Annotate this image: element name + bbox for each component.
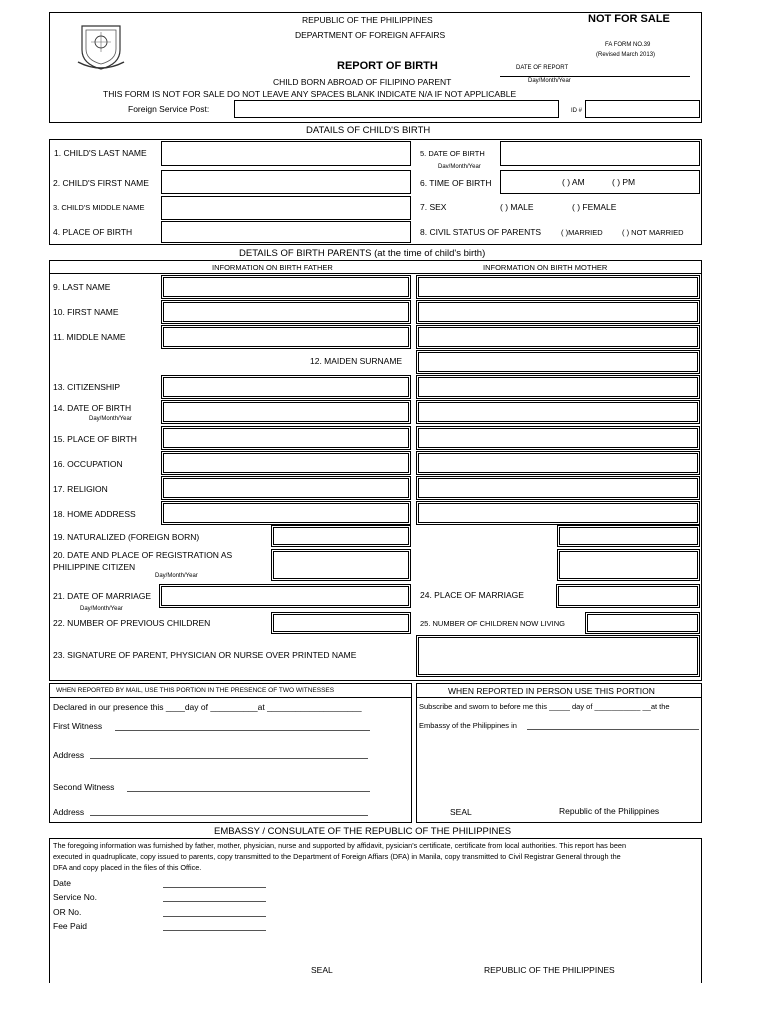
- form-title: REPORT OF BIRTH: [337, 60, 438, 72]
- mother-dob-field[interactable]: [416, 400, 700, 424]
- revised-date: (Revised March 2013): [596, 52, 656, 58]
- civil-status-label: 8. CIVIL STATUS OF PARENTS: [420, 227, 542, 237]
- father-header: INFORMATION ON BIRTH FATHER: [212, 263, 333, 272]
- registration-label-2: PHILIPPINE CITIZEN: [53, 562, 136, 572]
- female-option[interactable]: ( ) FEMALE: [572, 202, 617, 212]
- child-first-name-label: 2. CHILD'S FIRST NAME: [53, 178, 149, 188]
- second-witness-line[interactable]: [127, 791, 370, 792]
- person-header-divider: [417, 697, 701, 698]
- address-label-2: Address: [53, 807, 85, 817]
- naturalized-label: 19. NATURALIZED (FOREIGN BORN): [53, 532, 200, 542]
- or-no-line[interactable]: [163, 916, 266, 917]
- embassy-statement-1: The foregoing information was furnished by father, mother, physician, nurse and supported by affidavit, pysician's certificate, certificate from local authorities. This report has been: [53, 841, 627, 850]
- child-dob-label: 5. DATE OF BIRTH: [420, 149, 485, 158]
- mother-header: INFORMATION ON BIRTH MOTHER: [483, 263, 608, 272]
- mother-occupation-field[interactable]: [416, 451, 700, 475]
- date-of-report-line: [500, 76, 690, 77]
- foreign-service-post-label: Foreign Service Post:: [128, 104, 210, 114]
- form-subtitle: CHILD BORN ABROAD OF FILIPINO PARENT: [273, 77, 452, 87]
- foreign-service-post-field[interactable]: [234, 100, 559, 118]
- occupation-label: 16. OCCUPATION: [53, 459, 123, 469]
- embassy-in-label: Embassy of the Philippines in: [419, 721, 517, 730]
- maiden-surname-label: 12. MAIDEN SURNAME: [310, 356, 403, 366]
- signature-field[interactable]: [416, 635, 700, 677]
- second-witness-label: Second Witness: [53, 782, 115, 792]
- child-dob-format: Dav/Month/Year: [438, 164, 481, 170]
- children-living-field[interactable]: [585, 612, 700, 634]
- witness-seal-label: SEAL: [450, 807, 472, 817]
- parent-place-of-birth-label: 15. PLACE OF BIRTH: [53, 434, 137, 444]
- registration-label-1: 20. DATE AND PLACE OF REGISTRATION AS: [53, 550, 233, 560]
- previous-children-label: 22. NUMBER OF PREVIOUS CHILDREN: [53, 618, 211, 628]
- child-last-name-field[interactable]: [161, 141, 411, 166]
- form-notice: THIS FORM IS NOT FOR SALE DO NOT LEAVE ANY SPACES BLANK INDICATE N/A IF NOT APPLICABLE: [103, 89, 517, 99]
- service-no-line[interactable]: [163, 901, 266, 902]
- embassy-section-title: EMBASSY / CONSULATE OF THE REPUBLIC OF THE PHILIPPINES: [214, 826, 512, 837]
- first-witness-line[interactable]: [115, 730, 370, 731]
- mother-citizenship-field[interactable]: [416, 375, 700, 399]
- mother-first-name-field[interactable]: [416, 300, 700, 324]
- mother-religion-field[interactable]: [416, 476, 700, 500]
- subscribe-line[interactable]: Subscribe and sworn to before me this _____ day of ___________ __at the: [419, 702, 670, 711]
- father-religion-field[interactable]: [161, 476, 411, 500]
- or-no-label: OR No.: [53, 907, 82, 917]
- embassy-statement-3: DFA and copy placed in the files of this Office.: [53, 863, 202, 872]
- witness-republic-label: Republic of the Philippines: [559, 806, 660, 816]
- parent-dob-format: Day/Month/Year: [89, 416, 132, 422]
- address-line-2[interactable]: [90, 815, 368, 816]
- child-time-of-birth-label: 6. TIME OF BIRTH: [420, 178, 492, 188]
- fa-form-number: FA FORM NO.39: [605, 42, 651, 48]
- embassy-statement-2: executed in quadruplicate, copy issued to parents, copy transmitted to the Department of Foreign Affiars (DFA) in Manila, copy transmitted to Civil Registrar General through the: [53, 852, 621, 861]
- id-label: ID #: [571, 108, 583, 114]
- father-home-address-field[interactable]: [161, 501, 411, 525]
- date-of-marriage-label: 21. DATE OF MARRIAGE: [53, 591, 152, 601]
- address-line-1[interactable]: [90, 758, 368, 759]
- child-sex-label: 7. SEX: [420, 202, 447, 212]
- child-dob-field[interactable]: [500, 141, 700, 166]
- male-option[interactable]: ( ) MALE: [500, 202, 534, 212]
- religion-label: 17. RELIGION: [53, 484, 108, 494]
- father-occupation-field[interactable]: [161, 451, 411, 475]
- parent-middle-name-label: 11. MIDDLE NAME: [53, 332, 126, 342]
- first-witness-label: First Witness: [53, 721, 103, 731]
- marriage-format: Day/Month/Year: [80, 606, 123, 612]
- place-of-marriage-field[interactable]: [556, 584, 700, 608]
- fee-paid-label: Fee Paid: [53, 921, 88, 931]
- married-option[interactable]: ( )MARRIED: [561, 228, 603, 237]
- parents-header-divider: [50, 273, 701, 274]
- fee-paid-line[interactable]: [163, 930, 266, 931]
- mother-last-name-field[interactable]: [416, 275, 700, 299]
- father-citizenship-field[interactable]: [161, 375, 411, 399]
- child-last-name-label: 1. CHILD'S LAST NAME: [54, 148, 147, 158]
- father-place-of-birth-field[interactable]: [161, 426, 411, 450]
- embassy-seal-label: SEAL: [311, 965, 333, 975]
- mail-header-divider: [50, 697, 411, 698]
- mail-portion-header: WHEN REPORTED BY MAIL, USE THIS PORTION IN THE PRESENCE OF TWO WITNESSES: [56, 687, 335, 694]
- date-of-report-label: DATE OF REPORT: [516, 65, 569, 71]
- person-portion-header: WHEN REPORTED IN PERSON USE THIS PORTION: [448, 686, 655, 696]
- parents-section-title: DETAILS OF BIRTH PARENTS (at the time of child's birth): [239, 248, 486, 259]
- pm-option[interactable]: ( ) PM: [612, 177, 636, 187]
- father-last-name-field[interactable]: [161, 275, 411, 299]
- address-label-1: Address: [53, 750, 85, 760]
- philippine-dfa-seal-icon: [72, 22, 130, 72]
- children-living-label: 25. NUMBER OF CHILDREN NOW LIVING: [420, 619, 566, 628]
- place-of-marriage-label: 24. PLACE OF MARRIAGE: [420, 590, 524, 600]
- mother-naturalized-field[interactable]: [557, 525, 700, 547]
- mother-place-of-birth-field[interactable]: [416, 426, 700, 450]
- child-place-of-birth-label: 4. PLACE OF BIRTH: [53, 227, 133, 237]
- registration-format: Day/Month/Year: [155, 573, 198, 579]
- father-naturalized-field[interactable]: [271, 525, 411, 547]
- mother-registration-field[interactable]: [557, 549, 700, 581]
- parent-last-name-label: 9. LAST NAME: [53, 282, 111, 292]
- mother-home-address-field[interactable]: [416, 501, 700, 525]
- child-place-of-birth-field[interactable]: [161, 221, 411, 243]
- father-registration-field[interactable]: [271, 549, 411, 581]
- am-option[interactable]: ( ) AM: [562, 177, 585, 187]
- previous-children-field[interactable]: [271, 612, 411, 634]
- service-no-label: Service No.: [53, 892, 97, 902]
- father-dob-field[interactable]: [161, 400, 411, 424]
- republic-heading: REPUBLIC OF THE PHILIPPINES: [302, 15, 433, 25]
- parent-first-name-label: 10. FIRST NAME: [53, 307, 119, 317]
- date-label: Date: [53, 878, 71, 888]
- embassy-in-line[interactable]: [527, 729, 699, 730]
- child-time-of-birth-field[interactable]: [500, 170, 700, 194]
- date-line[interactable]: [163, 887, 266, 888]
- declared-line[interactable]: Declared in our presence this ____day of __________at ____________________: [53, 702, 362, 712]
- not-for-sale-label: NOT FOR SALE: [588, 13, 670, 25]
- home-address-label: 18. HOME ADDRESS: [53, 509, 136, 519]
- child-section-title: DATAILS OF CHILD'S BIRTH: [306, 125, 431, 136]
- not-married-option[interactable]: ( ) NOT MARRIED: [622, 228, 684, 237]
- mother-maiden-surname-field[interactable]: [416, 350, 700, 374]
- signature-label: 23. SIGNATURE OF PARENT, PHYSICIAN OR NURSE OVER PRINTED NAME: [53, 650, 357, 660]
- child-first-name-field[interactable]: [161, 170, 411, 194]
- mother-middle-name-field[interactable]: [416, 325, 700, 349]
- department-heading: DEPARTMENT OF FOREIGN AFFAIRS: [295, 30, 446, 40]
- embassy-republic-label: REPUBLIC OF THE PHILIPPINES: [484, 965, 615, 975]
- parent-dob-label: 14. DATE OF BIRTH: [53, 403, 132, 413]
- id-field[interactable]: [585, 100, 700, 118]
- father-middle-name-field[interactable]: [161, 325, 411, 349]
- citizenship-label: 13. CITIZENSHIP: [53, 382, 121, 392]
- date-of-marriage-field[interactable]: [159, 584, 411, 608]
- child-middle-name-field[interactable]: [161, 196, 411, 220]
- date-of-report-format: Day/Month/Year: [528, 78, 571, 84]
- father-first-name-field[interactable]: [161, 300, 411, 324]
- child-middle-name-label: 3. CHILD'S MIDDLE NAME: [53, 203, 145, 212]
